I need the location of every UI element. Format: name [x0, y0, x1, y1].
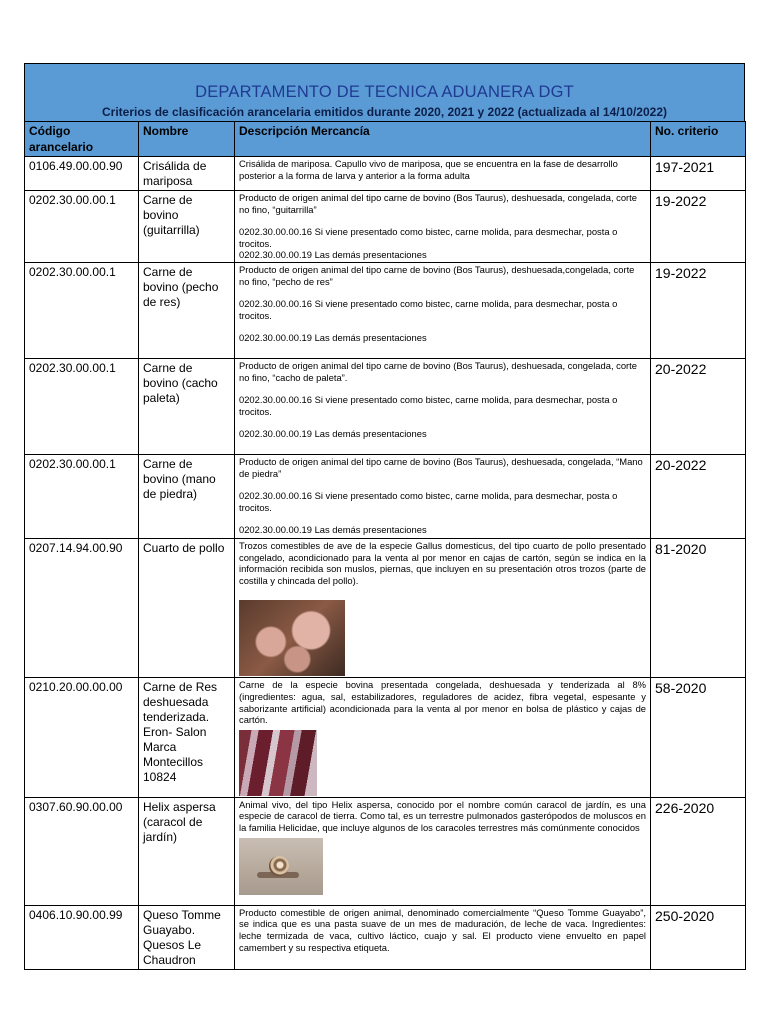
description-text: Producto de origen animal del tipo carne de bovino (Bos Taurus), deshuesada, congelada, “Mano de piedra” [239, 456, 643, 479]
criterion-number: 19-2022 [651, 263, 746, 359]
criterion-number: 20-2022 [651, 359, 746, 455]
tariff-code: 0307.60.90.00.00 [25, 797, 139, 905]
description-text: Crisálida de mariposa. Capullo vivo de mariposa, que se encuentra en la fase de desarrollo posterior a la forma de larva y anterior a la forma adulta [239, 158, 618, 181]
table-header-row [25, 122, 746, 157]
chicken-quarter-photo [239, 600, 345, 676]
tariff-code: 0210.20.00.00.00 [25, 678, 139, 797]
description-text: Animal vivo, del tipo Helix aspersa, conocido por el nombre común caracol de jardín, es una especie de caracol de tierra. Como tal, es un terrestre pulmonados gasterópodos de moluscos en la familia Helicidae, que incluye algunos de los caracoles terrestres más comúnmente conocidos [239, 798, 646, 833]
subheading-19: 0202.30.00.00.19 Las demás presentaciones [239, 428, 427, 440]
product-description [235, 678, 651, 797]
product-name: Carne de bovino (mano de piedra) [139, 455, 235, 539]
table-row [25, 797, 746, 905]
table-row [25, 905, 746, 969]
table-row [25, 263, 746, 359]
product-name: Carne de Res deshuesada tenderizada. Eron- Salon Marca Montecillos 10824 [139, 678, 235, 797]
tariff-code: 0207.14.94.00.90 [25, 539, 139, 678]
column-header-name: Nombre [139, 122, 235, 157]
tariff-code: 0202.30.00.00.1 [25, 263, 139, 359]
column-header-criterion: No. criterio [651, 122, 746, 157]
product-description [235, 539, 651, 678]
tariff-code: 0202.30.00.00.1 [25, 359, 139, 455]
beef-package-photo [239, 730, 317, 796]
subheading-16: 0202.30.00.00.16 Si viene presentado como bistec, carne molida, para desmechar, posta o trocitos. [239, 298, 618, 321]
page-subtitle: Criterios de clasificación arancelaria emitidos durante 2020, 2021 y 2022 (actualizada al 14/10/2022) [102, 105, 667, 119]
column-header-description: Descripción Mercancía [235, 122, 651, 157]
criterion-number: 58-2020 [651, 678, 746, 797]
snail-shell [269, 856, 289, 876]
subheading-16: 0202.30.00.00.16 Si viene presentado como bistec, carne molida, para desmechar, posta o trocitos. [239, 490, 618, 513]
header-banner [24, 63, 745, 121]
product-description [235, 263, 651, 359]
product-name: Queso Tomme Guayabo. Quesos Le Chaudron [139, 905, 235, 969]
column-header-code: Código arancelario [25, 122, 139, 157]
table-row [25, 359, 746, 455]
garden-snail-photo [239, 838, 323, 895]
criterion-number: 20-2022 [651, 455, 746, 539]
product-description [235, 455, 651, 539]
subheading-19: 0202.30.00.00.19 Las demás presentaciones [239, 332, 427, 344]
product-name: Crisálida de mariposa [139, 157, 235, 191]
product-name: Cuarto de pollo [139, 539, 235, 678]
description-text: Producto comestible de origen animal, denominado comercialmente “Queso Tomme Guayabo”, se indica que es una pasta suave de un mes de maduración, de leche de vaca. Ingredientes: leche termizada de vaca, cultivo láctico, cuajo y sal. El producto viene envuelto en papel camembert y su respectiva etiqueta. [239, 906, 646, 953]
table-row [25, 678, 746, 797]
product-name: Helix aspersa (caracol de jardín) [139, 797, 235, 905]
product-description [235, 191, 651, 263]
description-text: Producto de origen animal del tipo carne de bovino (Bos Taurus), deshuesada, congelada, corte no fino, “cacho de paleta”. [239, 360, 637, 383]
product-name: Carne de bovino (guitarrilla) [139, 191, 235, 263]
tariff-code: 0202.30.00.00.1 [25, 191, 139, 263]
criterion-number: 81-2020 [651, 539, 746, 678]
description-text: Carne de la especie bovina presentada congelada, deshuesada y tenderizada al 8% (ingredientes: agua, sal, estabilizadores, reguladores de acidez, fibra vegetal, espesante y saborizante artificial) acondicionada para la venta al por menor en bolsa de plástico y cajas de cartón. [239, 679, 646, 726]
table-row [25, 455, 746, 539]
product-description [235, 157, 651, 191]
description-text: Trozos comestibles de ave de la especie Gallus domesticus, del tipo cuarto de pollo presentado congelado, acondicionado para la venta al por menor en cajas de cartón, según se indica en la información recibida son muslos, piernas, que incluyen en su presentación otros trozos (parte de costilla y chincada del pollo). [239, 540, 646, 586]
criterion-number: 250-2020 [651, 905, 746, 969]
product-name: Carne de bovino (cacho paleta) [139, 359, 235, 455]
product-description [235, 797, 651, 905]
subheading-16: 0202.30.00.00.16 Si viene presentado como bistec, carne molida, para desmechar, posta o trocitos. [239, 226, 618, 249]
criterion-number: 19-2022 [651, 191, 746, 263]
product-description [235, 359, 651, 455]
table-row [25, 191, 746, 263]
criteria-table [24, 121, 746, 970]
tariff-code: 0406.10.90.00.99 [25, 905, 139, 969]
description-text: Producto de origen animal del tipo carne de bovino (Bos Taurus), deshuesada,congelada, corte no fino, “pecho de res” [239, 264, 635, 287]
table-row [25, 157, 746, 191]
subheading-16: 0202.30.00.00.16 Si viene presentado como bistec, carne molida, para desmechar, posta o trocitos. [239, 394, 618, 417]
tariff-code: 0202.30.00.00.1 [25, 455, 139, 539]
subheading-19: 0202.30.00.00.19 Las demás presentaciones [239, 249, 427, 261]
product-description [235, 905, 651, 969]
product-name: Carne de bovino (pecho de res) [139, 263, 235, 359]
subheading-19: 0202.30.00.00.19 Las demás presentaciones [239, 524, 427, 536]
page-title: DEPARTAMENTO DE TECNICA ADUANERA DGT [195, 83, 574, 101]
criterion-number: 197-2021 [651, 157, 746, 191]
tariff-code: 0106.49.00.00.90 [25, 157, 139, 191]
description-text: Producto de origen animal del tipo carne de bovino (Bos Taurus), deshuesada, congelada, corte no fino, “guitarrilla” [239, 192, 637, 215]
document [24, 63, 745, 970]
criterion-number: 226-2020 [651, 797, 746, 905]
table-row [25, 539, 746, 678]
